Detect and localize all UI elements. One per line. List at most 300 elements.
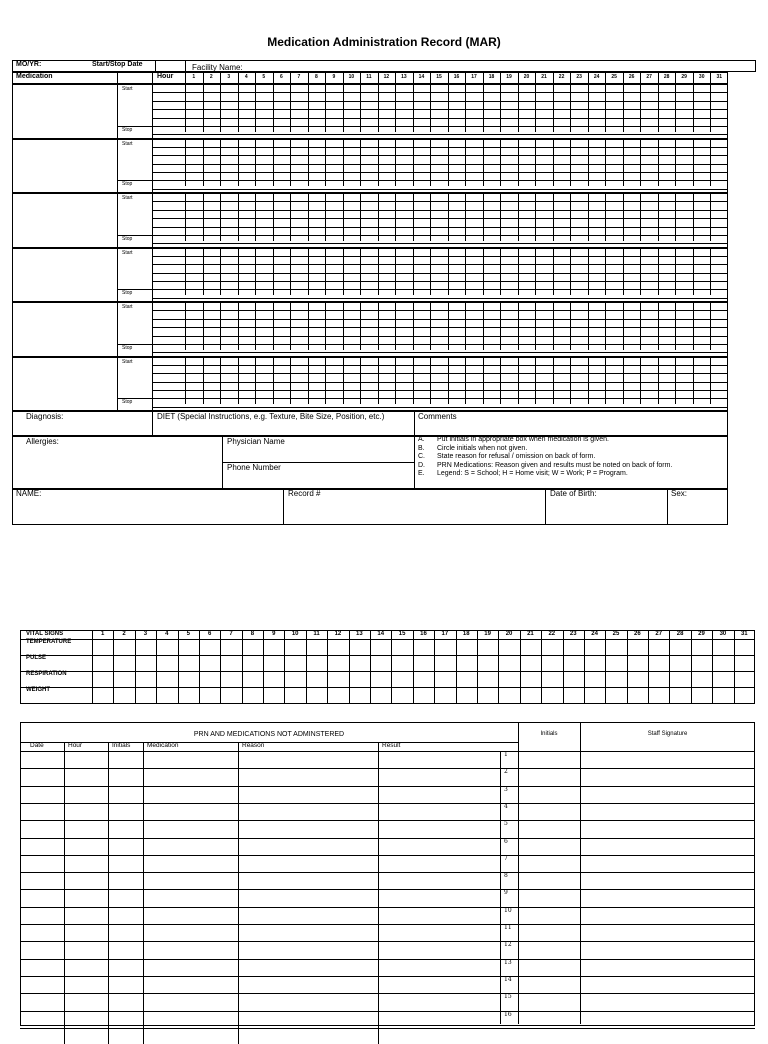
stop-label: Stop	[122, 235, 133, 242]
vertical-rule	[413, 84, 414, 132]
prn-title: PRN AND MEDICATIONS NOT ADMINSTERED	[193, 731, 345, 738]
vertical-rule	[203, 139, 204, 187]
vertical-rule	[623, 248, 624, 296]
vertical-rule	[588, 84, 589, 132]
vertical-rule	[64, 742, 65, 1044]
document-title: Medication Administration Record (MAR)	[267, 35, 501, 49]
vertical-rule	[605, 357, 606, 405]
vertical-rule	[135, 630, 136, 704]
vertical-rule	[273, 357, 274, 405]
vertical-rule	[535, 193, 536, 241]
vertical-rule	[623, 357, 624, 405]
medication-column-header: Medication	[16, 73, 53, 80]
vertical-rule	[185, 60, 186, 72]
vertical-rule	[370, 630, 371, 704]
vital-day-number: 25	[612, 631, 620, 637]
prn-initials-header: Initials	[540, 731, 558, 737]
vertical-rule	[343, 357, 344, 405]
vertical-rule	[605, 630, 606, 704]
vertical-rule	[143, 742, 144, 1044]
day-number-header: 6	[279, 74, 283, 80]
vertical-rule	[693, 248, 694, 296]
vital-day-number: 20	[505, 631, 513, 637]
vertical-rule	[255, 139, 256, 187]
vertical-rule	[255, 84, 256, 132]
day-number-header: 2	[209, 74, 213, 80]
vertical-rule	[360, 84, 361, 132]
horizontal-rule	[20, 786, 755, 787]
vertical-rule	[108, 742, 109, 1044]
vital-day-number: 9	[272, 631, 276, 637]
prn-row-number: 3	[504, 785, 508, 793]
vertical-rule	[693, 139, 694, 187]
horizontal-rule	[20, 1028, 755, 1029]
vertical-rule	[273, 248, 274, 296]
horizontal-rule	[152, 407, 728, 408]
vertical-rule	[535, 139, 536, 187]
vertical-rule	[535, 302, 536, 350]
vertical-rule	[263, 630, 264, 704]
vertical-rule	[220, 248, 221, 296]
stop-label: Stop	[122, 181, 133, 187]
vertical-rule	[448, 357, 449, 405]
physician-name-label: Physician Name	[227, 437, 285, 446]
vertical-rule	[325, 357, 326, 405]
vital-day-number: 22	[548, 631, 556, 637]
prn-row-number: 10	[504, 906, 512, 914]
vertical-rule	[238, 302, 239, 350]
instruction-text: State reason for refusal / omission on back of form.	[437, 453, 596, 460]
vertical-rule	[273, 84, 274, 132]
vertical-rule	[255, 302, 256, 350]
vertical-rule	[349, 630, 350, 704]
horizontal-rule	[20, 751, 755, 752]
vertical-rule	[588, 248, 589, 296]
prn-column-header: Hour	[68, 742, 83, 749]
vertical-rule	[238, 742, 239, 1044]
vertical-rule	[570, 248, 571, 296]
diagnosis-diet-row	[12, 411, 728, 436]
day-number-header: 20	[523, 74, 530, 80]
vertical-rule	[220, 139, 221, 187]
vertical-rule	[308, 357, 309, 405]
vertical-rule	[273, 302, 274, 350]
vertical-rule	[712, 630, 713, 704]
day-number-header: 4	[244, 74, 248, 80]
vertical-rule	[535, 84, 536, 132]
vertical-rule	[290, 248, 291, 296]
start-label: Start	[122, 86, 133, 92]
day-number-header: 16	[453, 74, 460, 80]
vertical-rule	[710, 84, 711, 132]
vertical-rule	[675, 139, 676, 187]
vertical-rule	[563, 630, 564, 704]
instruction-letter: E.	[418, 470, 425, 477]
vertical-rule	[570, 302, 571, 350]
vertical-rule	[308, 84, 309, 132]
vertical-rule	[413, 139, 414, 187]
mo-yr-label: MO/YR:	[16, 61, 42, 68]
horizontal-rule	[20, 855, 755, 856]
vertical-rule	[430, 357, 431, 405]
vertical-rule	[360, 139, 361, 187]
vertical-rule	[325, 302, 326, 350]
vertical-rule	[378, 84, 379, 132]
vertical-rule	[343, 139, 344, 187]
vital-sign-row-label: TEMPERATURE	[26, 639, 72, 645]
vertical-rule	[360, 357, 361, 405]
horizontal-rule	[20, 872, 755, 873]
horizontal-rule	[20, 742, 518, 743]
vertical-rule	[290, 139, 291, 187]
stop-label: Stop	[122, 290, 133, 296]
vertical-rule	[605, 302, 606, 350]
vertical-rule	[203, 84, 204, 132]
vertical-rule	[430, 302, 431, 350]
vertical-rule	[605, 84, 606, 132]
vertical-rule	[553, 84, 554, 132]
vertical-rule	[434, 630, 435, 704]
instruction-text: Circle initials when not given.	[437, 444, 528, 452]
start-label: Start	[122, 195, 133, 201]
vital-signs-header: VITAL SIGNS	[26, 631, 64, 637]
vertical-rule	[648, 630, 649, 704]
vertical-rule	[308, 139, 309, 187]
vertical-rule	[220, 357, 221, 405]
day-number-header: 11	[366, 74, 372, 80]
vertical-rule	[640, 193, 641, 241]
vertical-rule	[498, 630, 499, 704]
vertical-rule	[623, 193, 624, 241]
vertical-rule	[465, 302, 466, 350]
instruction-letter: B.	[418, 444, 425, 452]
vertical-rule	[343, 84, 344, 132]
prn-row-number: 13	[504, 958, 512, 966]
instruction-text: Legend: S = School; H = Home visit; W = Work; P = Program.	[437, 470, 628, 477]
vertical-rule	[675, 193, 676, 241]
vertical-rule	[623, 139, 624, 187]
vertical-rule	[553, 193, 554, 241]
vertical-rule	[290, 302, 291, 350]
hour-column-header: Hour	[157, 73, 174, 80]
vertical-rule	[414, 411, 415, 436]
vertical-rule	[710, 248, 711, 296]
vertical-rule	[199, 630, 200, 704]
prn-column-header: Result	[382, 742, 401, 749]
vertical-rule	[391, 630, 392, 704]
vertical-rule	[640, 139, 641, 187]
horizontal-rule	[20, 820, 755, 821]
vertical-rule	[448, 84, 449, 132]
instruction-text: PRN Medications: Reason given and results must be noted on back of form.	[437, 461, 673, 469]
vertical-rule	[710, 302, 711, 350]
vertical-rule	[518, 248, 519, 296]
vital-day-number: 28	[676, 631, 684, 637]
horizontal-rule	[20, 941, 755, 942]
vertical-rule	[290, 193, 291, 241]
horizontal-rule	[20, 993, 755, 994]
vertical-rule	[500, 751, 501, 1024]
vertical-rule	[518, 84, 519, 132]
vertical-rule	[360, 302, 361, 350]
day-number-header: 19	[506, 74, 512, 80]
patient-info-row	[12, 489, 728, 525]
start-stop-date-label: Start/Stop Date	[92, 61, 143, 68]
start-label: Start	[122, 358, 133, 365]
vertical-rule	[117, 302, 118, 357]
day-number-header: 17	[471, 74, 477, 80]
vertical-rule	[343, 302, 344, 350]
vertical-rule	[465, 84, 466, 132]
day-number-header: 25	[611, 74, 617, 80]
vertical-rule	[152, 411, 153, 436]
vertical-rule	[570, 84, 571, 132]
day-number-header: 9	[332, 74, 336, 80]
vertical-rule	[178, 630, 179, 704]
horizontal-rule	[222, 462, 414, 463]
diet-label: DIET (Special Instructions, e.g. Texture, Bite Size, Position, etc.)	[157, 412, 385, 421]
prn-row-number: 11	[504, 924, 512, 931]
prn-staff-signature-header: Staff Signature	[647, 731, 688, 737]
prn-row-number: 6	[504, 837, 508, 845]
vertical-rule	[413, 630, 414, 704]
horizontal-rule	[20, 639, 755, 640]
facility-name-label: Facility Name:	[192, 63, 243, 72]
vertical-rule	[570, 357, 571, 405]
vital-day-number: 24	[591, 631, 598, 637]
vertical-rule	[273, 193, 274, 241]
day-number-header: 21	[541, 74, 547, 80]
vital-day-number: 11	[313, 631, 320, 637]
vertical-rule	[413, 302, 414, 350]
vertical-rule	[693, 357, 694, 405]
vertical-rule	[413, 357, 414, 405]
start-label: Start	[122, 304, 133, 310]
vertical-rule	[483, 84, 484, 132]
stop-label: Stop	[122, 344, 133, 351]
vital-day-number: 23	[569, 631, 577, 637]
instruction-letter: A.	[418, 436, 425, 443]
vital-day-number: 29	[698, 631, 705, 637]
vertical-rule	[553, 357, 554, 405]
vital-sign-row-label: WEIGHT	[26, 687, 50, 693]
vertical-rule	[541, 630, 542, 704]
vertical-rule	[518, 357, 519, 405]
horizontal-rule	[20, 976, 755, 977]
vital-day-number: 21	[527, 631, 534, 637]
vertical-rule	[483, 139, 484, 187]
vertical-rule	[113, 630, 114, 704]
horizontal-rule	[20, 655, 755, 656]
instruction-text: Put initials in appropriate box when medication is given.	[437, 436, 609, 443]
vertical-rule	[430, 193, 431, 241]
vital-day-number: 10	[291, 631, 299, 637]
vertical-rule	[448, 302, 449, 350]
vertical-rule	[627, 630, 628, 704]
vertical-rule	[584, 630, 585, 704]
vertical-rule	[465, 357, 466, 405]
day-number-header: 23	[576, 74, 582, 80]
vertical-rule	[500, 84, 501, 132]
vertical-rule	[675, 357, 676, 405]
vertical-rule	[117, 139, 118, 194]
vertical-rule	[658, 248, 659, 296]
day-number-header: 7	[297, 74, 301, 80]
vertical-rule	[308, 193, 309, 241]
vertical-rule	[290, 84, 291, 132]
vertical-rule	[220, 84, 221, 132]
vertical-rule	[483, 193, 484, 241]
vital-day-number: 5	[186, 631, 190, 637]
vital-day-number: 15	[398, 631, 406, 637]
vertical-rule	[500, 302, 501, 350]
horizontal-rule	[152, 352, 728, 353]
vertical-rule	[605, 193, 606, 241]
horizontal-rule	[20, 687, 755, 688]
vertical-rule	[640, 248, 641, 296]
vertical-rule	[395, 248, 396, 296]
vertical-rule	[640, 302, 641, 350]
vertical-rule	[203, 248, 204, 296]
vertical-rule	[448, 139, 449, 187]
vertical-rule	[185, 139, 186, 187]
horizontal-rule	[20, 768, 755, 769]
vertical-rule	[308, 302, 309, 350]
vital-sign-row-label: PULSE	[26, 655, 47, 661]
vital-day-number: 14	[377, 631, 385, 637]
vertical-rule	[693, 302, 694, 350]
vital-day-number: 3	[143, 631, 148, 637]
vital-day-number: 18	[462, 631, 470, 637]
vertical-rule	[553, 248, 554, 296]
vertical-rule	[693, 84, 694, 132]
vital-day-number: 26	[634, 631, 641, 637]
day-number-header: 22	[558, 74, 565, 80]
day-number-header: 5	[262, 74, 266, 80]
vertical-rule	[238, 84, 239, 132]
vertical-rule	[220, 630, 221, 704]
day-number-header: 29	[681, 74, 687, 80]
diagnosis-label: Diagnosis:	[26, 412, 64, 421]
vertical-rule	[378, 302, 379, 350]
prn-row-number: 8	[504, 872, 508, 880]
vital-day-number: 2	[122, 631, 126, 637]
vertical-rule	[623, 302, 624, 350]
horizontal-rule	[20, 924, 755, 925]
vertical-rule	[395, 357, 396, 405]
vital-day-number: 13	[355, 631, 363, 637]
vertical-rule	[155, 60, 156, 72]
vertical-rule	[325, 248, 326, 296]
vertical-rule	[220, 302, 221, 350]
prn-row-number: 2	[504, 768, 508, 776]
vital-day-number: 6	[207, 631, 212, 637]
vital-day-number: 8	[250, 631, 255, 637]
vertical-rule	[360, 248, 361, 296]
vertical-rule	[290, 357, 291, 405]
vertical-rule	[588, 302, 589, 350]
day-number-header: 24	[593, 74, 600, 80]
vertical-rule	[570, 139, 571, 187]
vertical-rule	[570, 193, 571, 241]
day-number-header: 1	[192, 74, 196, 80]
day-number-header: 30	[698, 74, 705, 80]
vertical-rule	[395, 84, 396, 132]
vertical-rule	[500, 193, 501, 241]
vertical-rule	[185, 84, 186, 132]
record-number-label: Record #	[288, 489, 321, 498]
vertical-rule	[117, 248, 118, 303]
vertical-rule	[413, 248, 414, 296]
vertical-rule	[640, 357, 641, 405]
vertical-rule	[284, 630, 285, 704]
vertical-rule	[185, 193, 186, 241]
vertical-rule	[414, 436, 415, 489]
prn-row-number: 12	[504, 941, 512, 949]
vertical-rule	[535, 357, 536, 405]
vertical-rule	[710, 357, 711, 405]
phone-number-label: Phone Number	[227, 463, 281, 472]
horizontal-rule	[20, 803, 755, 804]
vertical-rule	[343, 248, 344, 296]
vertical-rule	[325, 193, 326, 241]
sex-label: Sex:	[671, 489, 688, 498]
prn-column-header: Date	[30, 742, 44, 749]
horizontal-rule	[20, 907, 755, 908]
vertical-rule	[483, 357, 484, 405]
vertical-rule	[518, 302, 519, 350]
horizontal-rule	[152, 134, 728, 135]
vital-day-number: 16	[420, 631, 427, 637]
instruction-letter: D.	[418, 461, 425, 469]
vertical-rule	[378, 357, 379, 405]
vital-day-number: 4	[165, 631, 169, 637]
start-label: Start	[122, 249, 133, 256]
header-row	[12, 60, 756, 72]
vertical-rule	[605, 248, 606, 296]
vertical-rule	[669, 630, 670, 704]
vertical-rule	[734, 630, 735, 704]
day-number-header: 15	[436, 74, 442, 80]
vertical-rule	[520, 630, 521, 704]
vertical-rule	[255, 357, 256, 405]
vertical-rule	[306, 630, 307, 704]
vertical-rule	[448, 193, 449, 241]
vertical-rule	[220, 193, 221, 241]
vertical-rule	[255, 248, 256, 296]
vertical-rule	[456, 630, 457, 704]
vertical-rule	[710, 193, 711, 241]
vertical-rule	[465, 248, 466, 296]
vital-sign-row-label: RESPIRATION	[26, 671, 67, 677]
vertical-rule	[92, 630, 93, 704]
vertical-rule	[117, 84, 118, 139]
horizontal-rule	[152, 243, 728, 244]
vertical-rule	[378, 193, 379, 241]
vertical-rule	[203, 357, 204, 405]
vertical-rule	[430, 139, 431, 187]
prn-row-number: 4	[504, 802, 508, 810]
vertical-rule	[413, 193, 414, 241]
day-number-header: 3	[227, 74, 231, 80]
vital-day-number: 19	[484, 631, 491, 637]
vertical-rule	[477, 630, 478, 704]
vertical-rule	[238, 193, 239, 241]
vertical-rule	[395, 139, 396, 187]
vertical-rule	[545, 489, 546, 525]
vertical-rule	[553, 139, 554, 187]
day-number-header: 27	[646, 74, 652, 80]
